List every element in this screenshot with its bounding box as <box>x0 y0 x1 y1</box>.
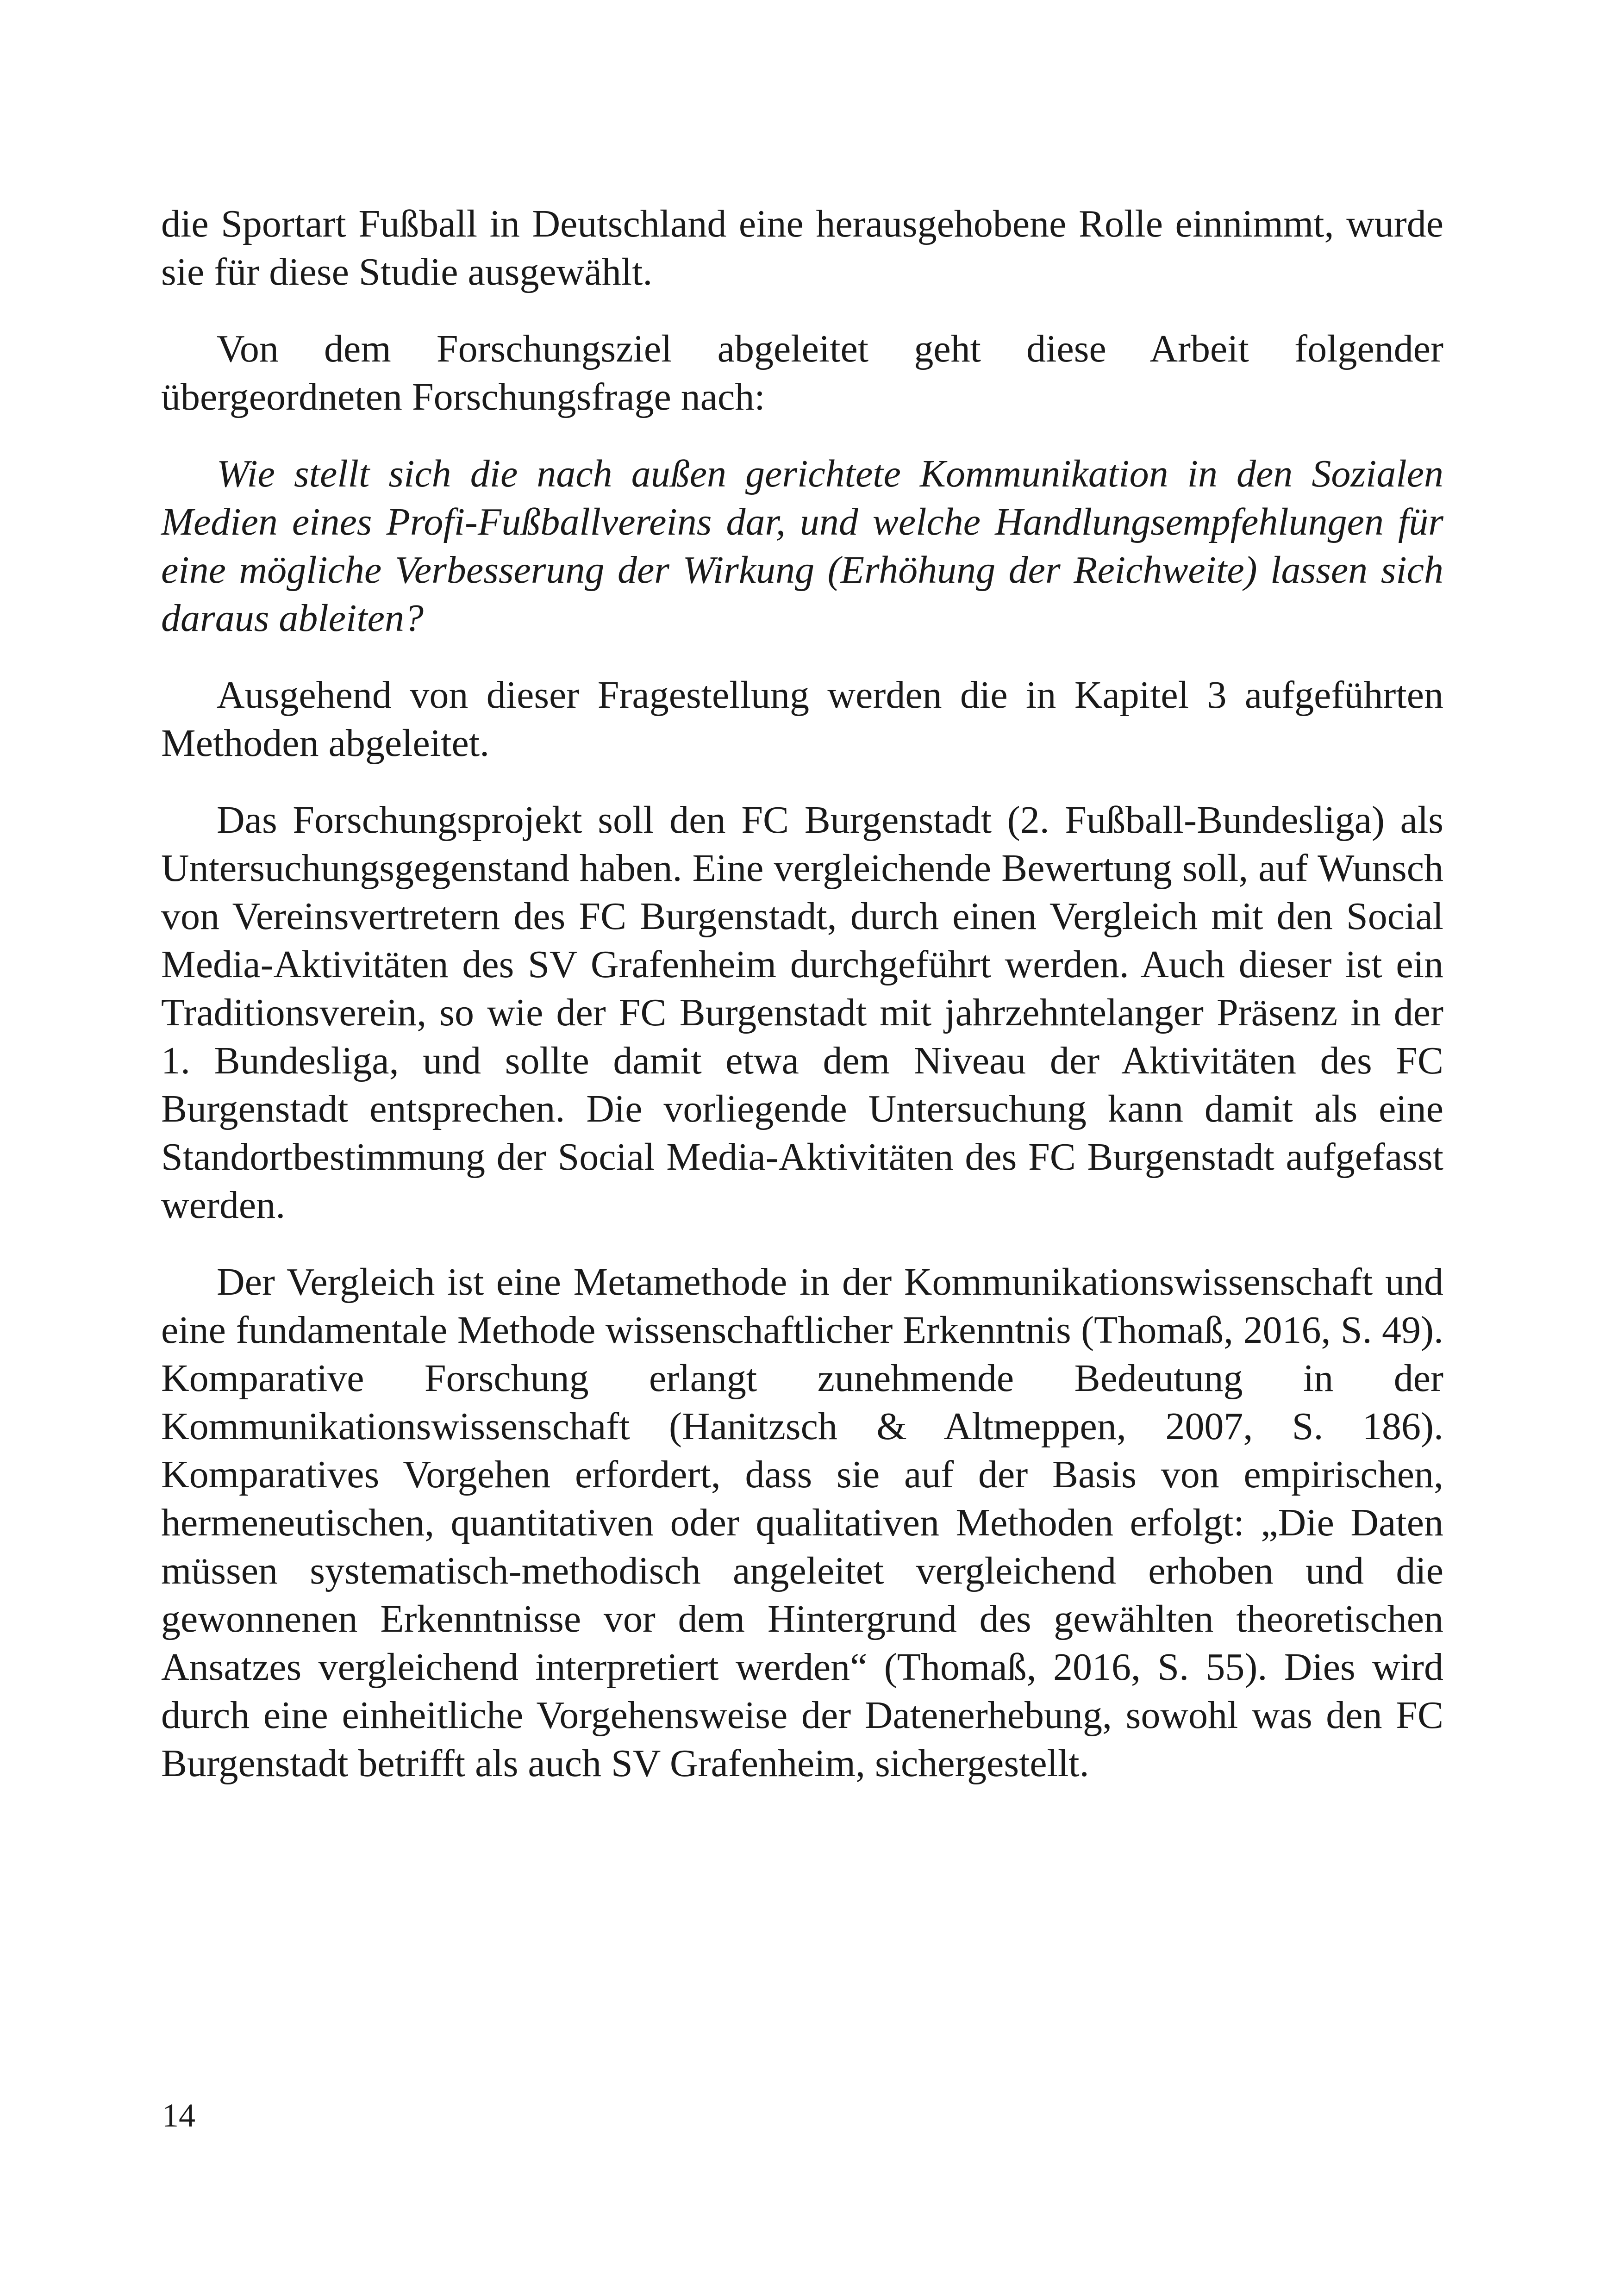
paragraph-methods: Ausgehend von dieser Fragestellung werden die in Kapitel 3 aufgeführten Methoden abgeleitet. <box>161 674 1443 765</box>
paragraph-research-goal: Von dem Forschungsziel abgeleitet geht diese Arbeit folgender übergeordneten Forschungsfrage nach: <box>161 327 1443 418</box>
page-number: 14 <box>162 2097 195 2134</box>
paragraph-continuation: die Sportart Fußball in Deutschland eine herausgehobene Rolle einnimmt, wurde sie für diese Studie ausgewählt. <box>161 202 1443 293</box>
paragraph-research-project: Das Forschungsprojekt soll den FC Burgenstadt (2. Fußball-Bundesliga) als Untersuchungsgegenstand haben. Eine vergleichende Bewertung soll, auf Wunsch von Vereinsvertretern des FC Burgenstadt, durch einen Vergleich mit den Social Media-Aktivitäten des SV Grafenheim durchgeführt werden. Auch dieser ist ein Traditionsverein, so wie der FC Burgenstadt mit jahrzehntelanger Präsenz in der 1. Bundesliga, und sollte damit etwa dem Niveau der Aktivitäten des FC Burgenstadt entsprechen. Die vorliegende Untersuchung kann damit als eine Standortbestimmung der Social Media-Aktivitäten des FC Burgenstadt aufgefasst werden. <box>161 798 1443 1227</box>
body-text <box>161 200 1443 1788</box>
paragraph-comparison: Der Vergleich ist eine Metamethode in der Kommunikationswissenschaft und eine fundamentale Methode wissenschaftlicher Erkenntnis (Thomaß, 2016, S. 49). Komparative Forschung erlangt zunehmende Bedeutung in der Kommunikationswissenschaft (Hanitzsch & Altmeppen, 2007, S. 186). Komparatives Vorgehen erfordert, dass sie auf der Basis von empirischen, hermeneutischen, quantitativen oder qualitativen Methoden erfolgt: „Die Daten müssen systematisch-methodisch angeleitet vergleichend erhoben und die gewonnenen Erkenntnisse vor dem Hintergrund des gewählten theoretischen Ansatzes vergleichend interpretiert werden“ (Thomaß, 2016, S. 55). Dies wird durch eine einheitliche Vorgehensweise der Datenerhebung, sowohl was den FC Burgenstadt betrifft als auch SV Grafenheim, sichergestellt. <box>161 1260 1443 1785</box>
research-question: Wie stellt sich die nach außen gerichtete Kommunikation in den Sozialen Medien eines Profi-Fußballvereins dar, und welche Handlungsempfehlungen für eine mögliche Verbesserung der Wirkung (Erhöhung der Reichweite) lassen sich daraus ableiten? <box>161 452 1443 640</box>
